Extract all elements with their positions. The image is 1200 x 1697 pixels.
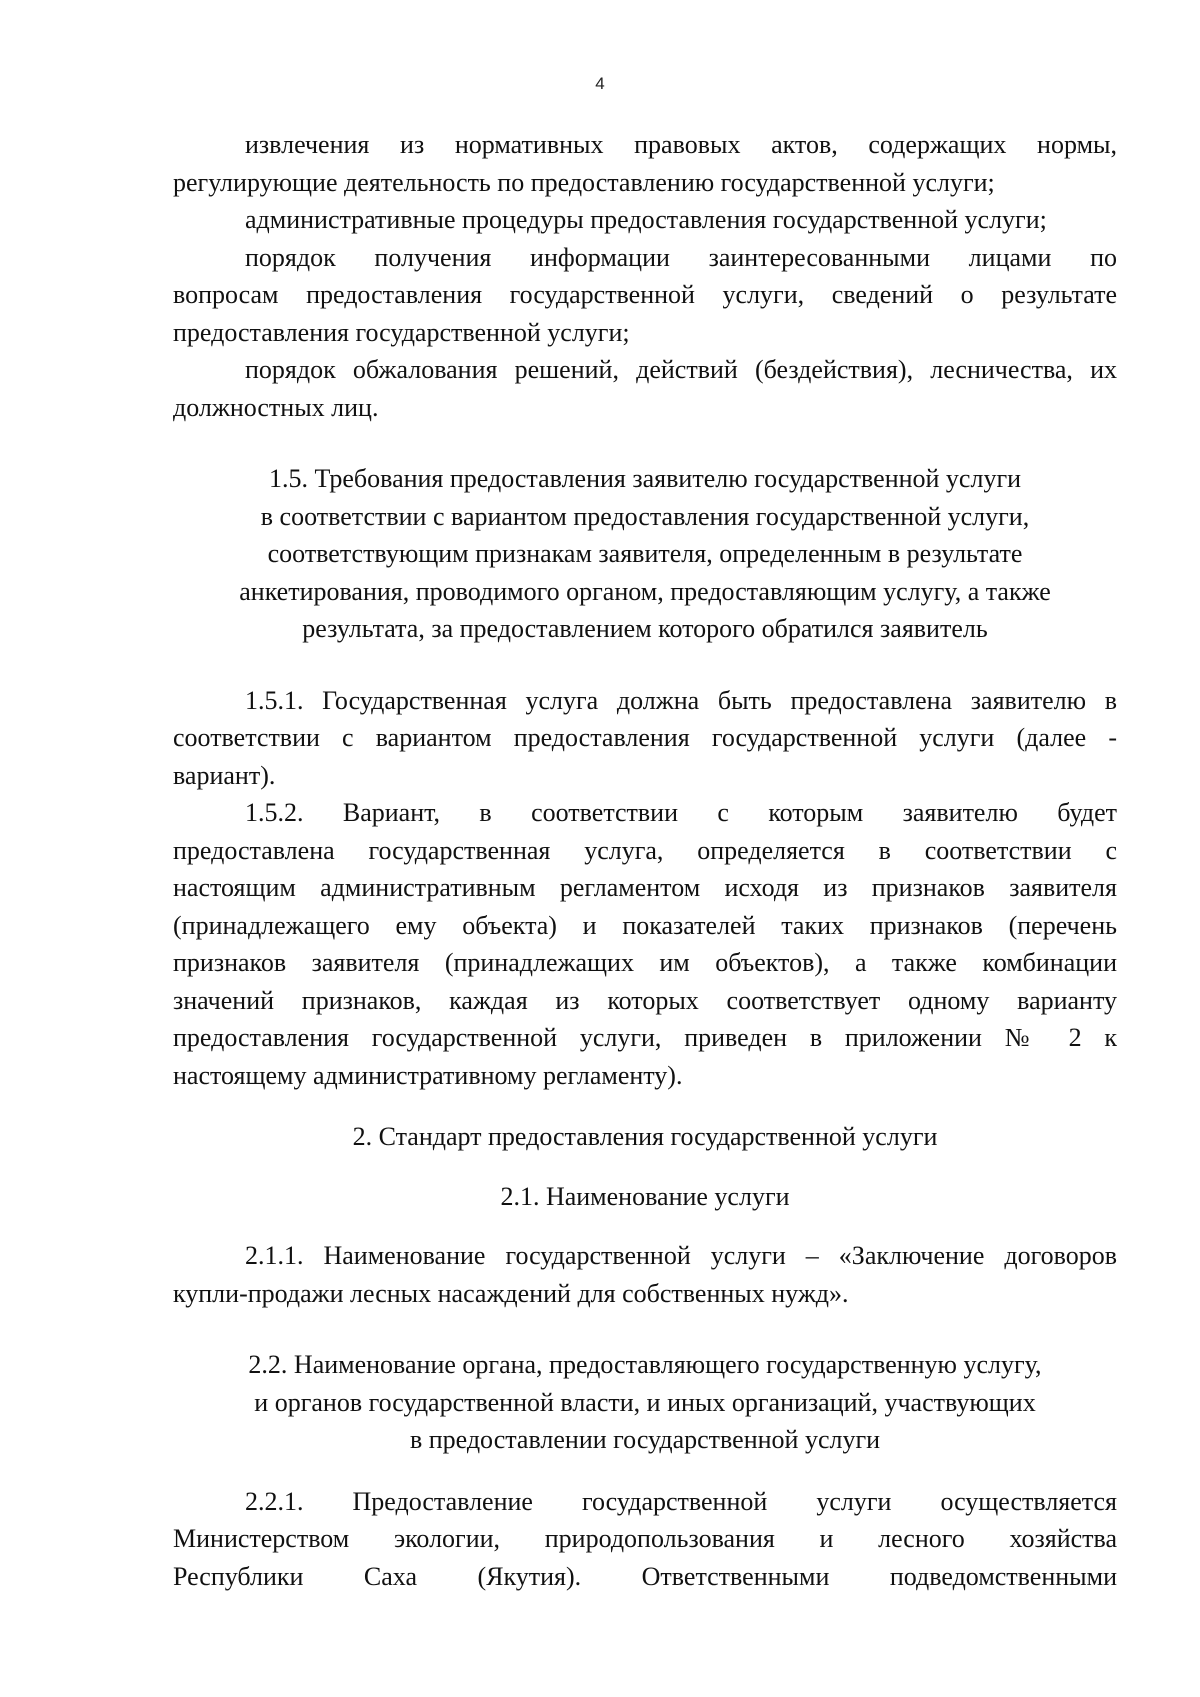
heading-line: 1.5. Требования предоставления заявителю государственной услуги	[268, 464, 1022, 493]
heading-line: в предоставлении государственной услуги	[409, 1425, 881, 1454]
text-line: значений признаков, каждая из которых соответствует одному варианту	[173, 985, 1117, 1015]
text-line: 1.5.2. Вариант, в соответствии с которым заявителю будет	[245, 798, 1117, 827]
heading-line: результата, за предоставлением которого обратился заявитель	[302, 614, 988, 643]
document-body	[173, 126, 1117, 1595]
text-line: предоставлена государственная услуга, определяется в соответствии с	[173, 835, 1117, 865]
heading-line: в соответствии с вариантом предоставления государственной услуги,	[260, 501, 1030, 531]
text-line: порядок обжалования решений, действий (бездействия), лесничества, их	[245, 355, 1117, 384]
text-line: должностных лиц.	[173, 392, 379, 422]
heading-line: 2.2. Наименование органа, предоставляющего государственную услугу,	[248, 1350, 1042, 1379]
page-number: 4	[595, 74, 605, 93]
paragraph-2-1-1	[173, 1237, 1117, 1312]
paragraph-1-5-2	[173, 794, 1117, 1094]
paragraph-appeal-order	[173, 351, 1117, 426]
text-line: 2.2.1. Предоставление государственной услуги осуществляется	[245, 1486, 1117, 1516]
heading-line: 2. Стандарт предоставления государственной услуги	[352, 1122, 938, 1151]
text-line: вариант).	[173, 760, 276, 790]
text-line: административные процедуры предоставления государственной услуги;	[245, 205, 1047, 234]
text-line: (принадлежащего ему объекта) и показателей таких признаков (перечень	[173, 910, 1117, 940]
text-line: вопросам предоставления государственной услуги, сведений о результате	[173, 280, 1117, 309]
heading-line: анкетирования, проводимого органом, предоставляющим услугу, а также	[239, 576, 1051, 606]
section-heading-2	[173, 1118, 1117, 1156]
text-line: 1.5.1. Государственная услуга должна быть предоставлена заявителю в	[245, 685, 1117, 715]
paragraph-admin-procedures	[173, 201, 1117, 239]
text-line: регулирующие деятельность по предоставлению государственной услуги;	[173, 167, 995, 197]
heading-line: и органов государственной власти, и иных организаций, участвующих	[254, 1387, 1036, 1417]
text-line: 2.1.1. Наименование государственной услуги – «Заключение договоров	[245, 1241, 1117, 1270]
heading-line: соответствующим признакам заявителя, определенным в результате	[267, 539, 1023, 568]
section-heading-2-2	[173, 1346, 1117, 1459]
text-line: признаков заявителя (принадлежащих им объектов), а также комбинации	[173, 948, 1117, 977]
text-line: порядок получения информации заинтересованными лицами по	[245, 242, 1117, 272]
paragraph-information-order	[173, 239, 1117, 352]
text-line: предоставления государственной услуги;	[173, 317, 630, 347]
paragraph-1-5-1	[173, 682, 1117, 795]
text-line: Республики Саха (Якутия). Ответственными подведомственными	[173, 1561, 1117, 1591]
text-line: извлечения из нормативных правовых актов, содержащих нормы,	[245, 130, 1117, 159]
text-line: Министерством экологии, природопользования и лесного хозяйства	[173, 1524, 1117, 1553]
heading-line: 2.1. Наименование услуги	[500, 1181, 790, 1211]
paragraph-normative-acts	[173, 126, 1117, 201]
text-line: соответствии с вариантом предоставления государственной услуги (далее -	[173, 723, 1117, 752]
text-line: купли-продажи лесных насаждений для собственных нужд».	[173, 1278, 849, 1308]
section-heading-1-5	[173, 460, 1117, 648]
text-line: настоящему административному регламенту).	[173, 1060, 683, 1090]
text-line: предоставления государственной услуги, приведен в приложении № 2 к	[173, 1023, 1117, 1052]
text-line: настоящим административным регламентом исходя из признаков заявителя	[173, 873, 1117, 902]
paragraph-2-2-1	[173, 1483, 1117, 1596]
section-heading-2-1	[173, 1178, 1117, 1216]
